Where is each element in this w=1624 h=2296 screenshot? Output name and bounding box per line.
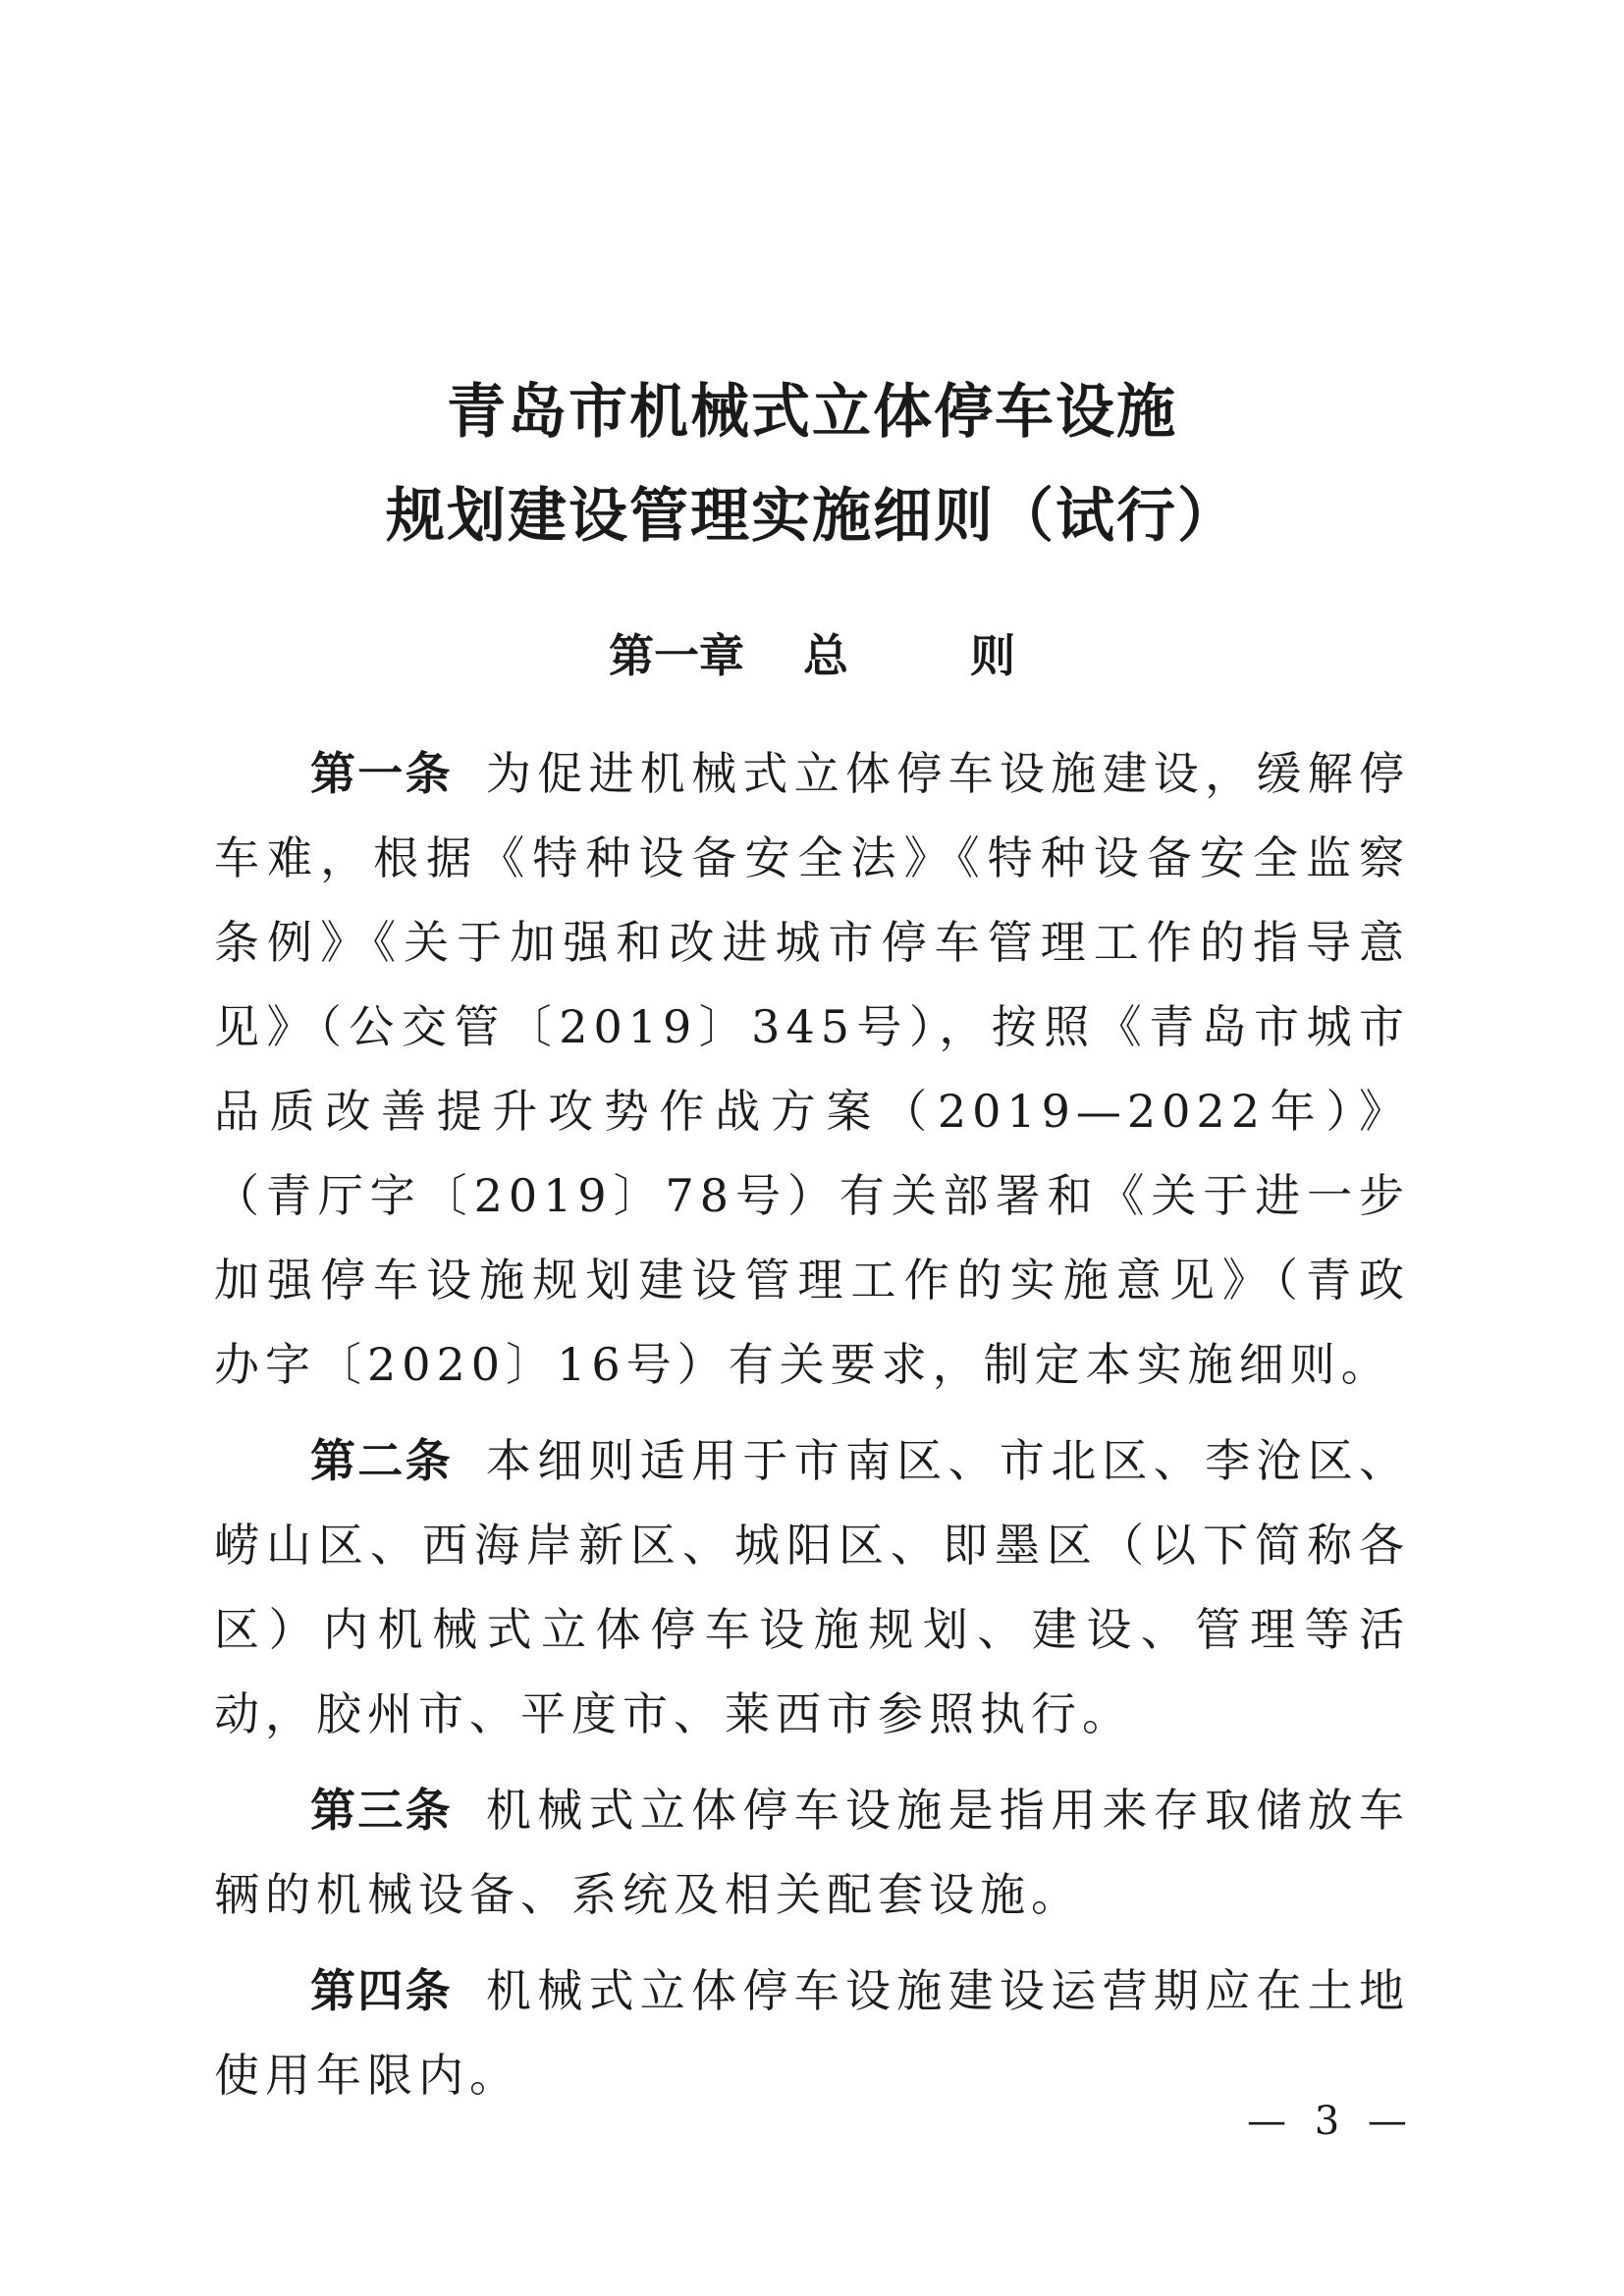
chapter-name-part1: 总 bbox=[803, 629, 848, 682]
document-title-line2: 规划建设管理实施细则（试行） bbox=[386, 482, 1238, 551]
chapter-heading bbox=[0, 620, 1624, 685]
article-3 bbox=[214, 1768, 1410, 1937]
chapter-number: 第一章 bbox=[609, 629, 744, 682]
page-number: — 3 — bbox=[1247, 2099, 1415, 2144]
article-4-text: 机械式立体停车设施建设运营期应在土地使用年限内。 bbox=[214, 1964, 1411, 2102]
chapter-name-part2: 则 bbox=[970, 629, 1015, 682]
article-2-text: 本细则适用于市南区、市北区、李沧区、崂山区、西海岸新区、城阳区、即墨区（以下简称各区）内机械式立体停车设施规划、建设、管理等活动，胶州市、平度市、莱西市参照执行。 bbox=[214, 1434, 1411, 1740]
document-title-line1: 青岛市机械式立体停车设施 bbox=[447, 378, 1177, 447]
article-1 bbox=[214, 731, 1410, 1407]
article-2-number: 第二条 bbox=[310, 1434, 453, 1487]
article-4-number: 第四条 bbox=[310, 1964, 453, 2017]
article-1-number: 第一条 bbox=[310, 747, 453, 800]
article-1-text: 为促进机械式立体停车设施建设，缓解停车难，根据《特种设备安全法》《特种设备安全监察条例》《关于加强和改进城市停车管理工作的指导意见》（公交管〔2019〕345号），按照《青岛市城市品质改善提升攻势作战方案（2019—2022年）》（青厅字〔2019〕78号）有关部署和《关于进一步加强停车设施规划建设管理工作的实施意见》（青政办字〔2020〕16号）有关要求，制定本实施细则。 bbox=[214, 747, 1411, 1391]
article-3-text: 机械式立体停车设施是指用来存取储放车辆的机械设备、系统及相关配套设施。 bbox=[214, 1784, 1411, 1921]
article-4 bbox=[214, 1949, 1410, 2117]
document-body bbox=[214, 731, 1410, 2129]
article-2 bbox=[214, 1418, 1410, 1756]
article-3-number: 第三条 bbox=[310, 1784, 453, 1837]
